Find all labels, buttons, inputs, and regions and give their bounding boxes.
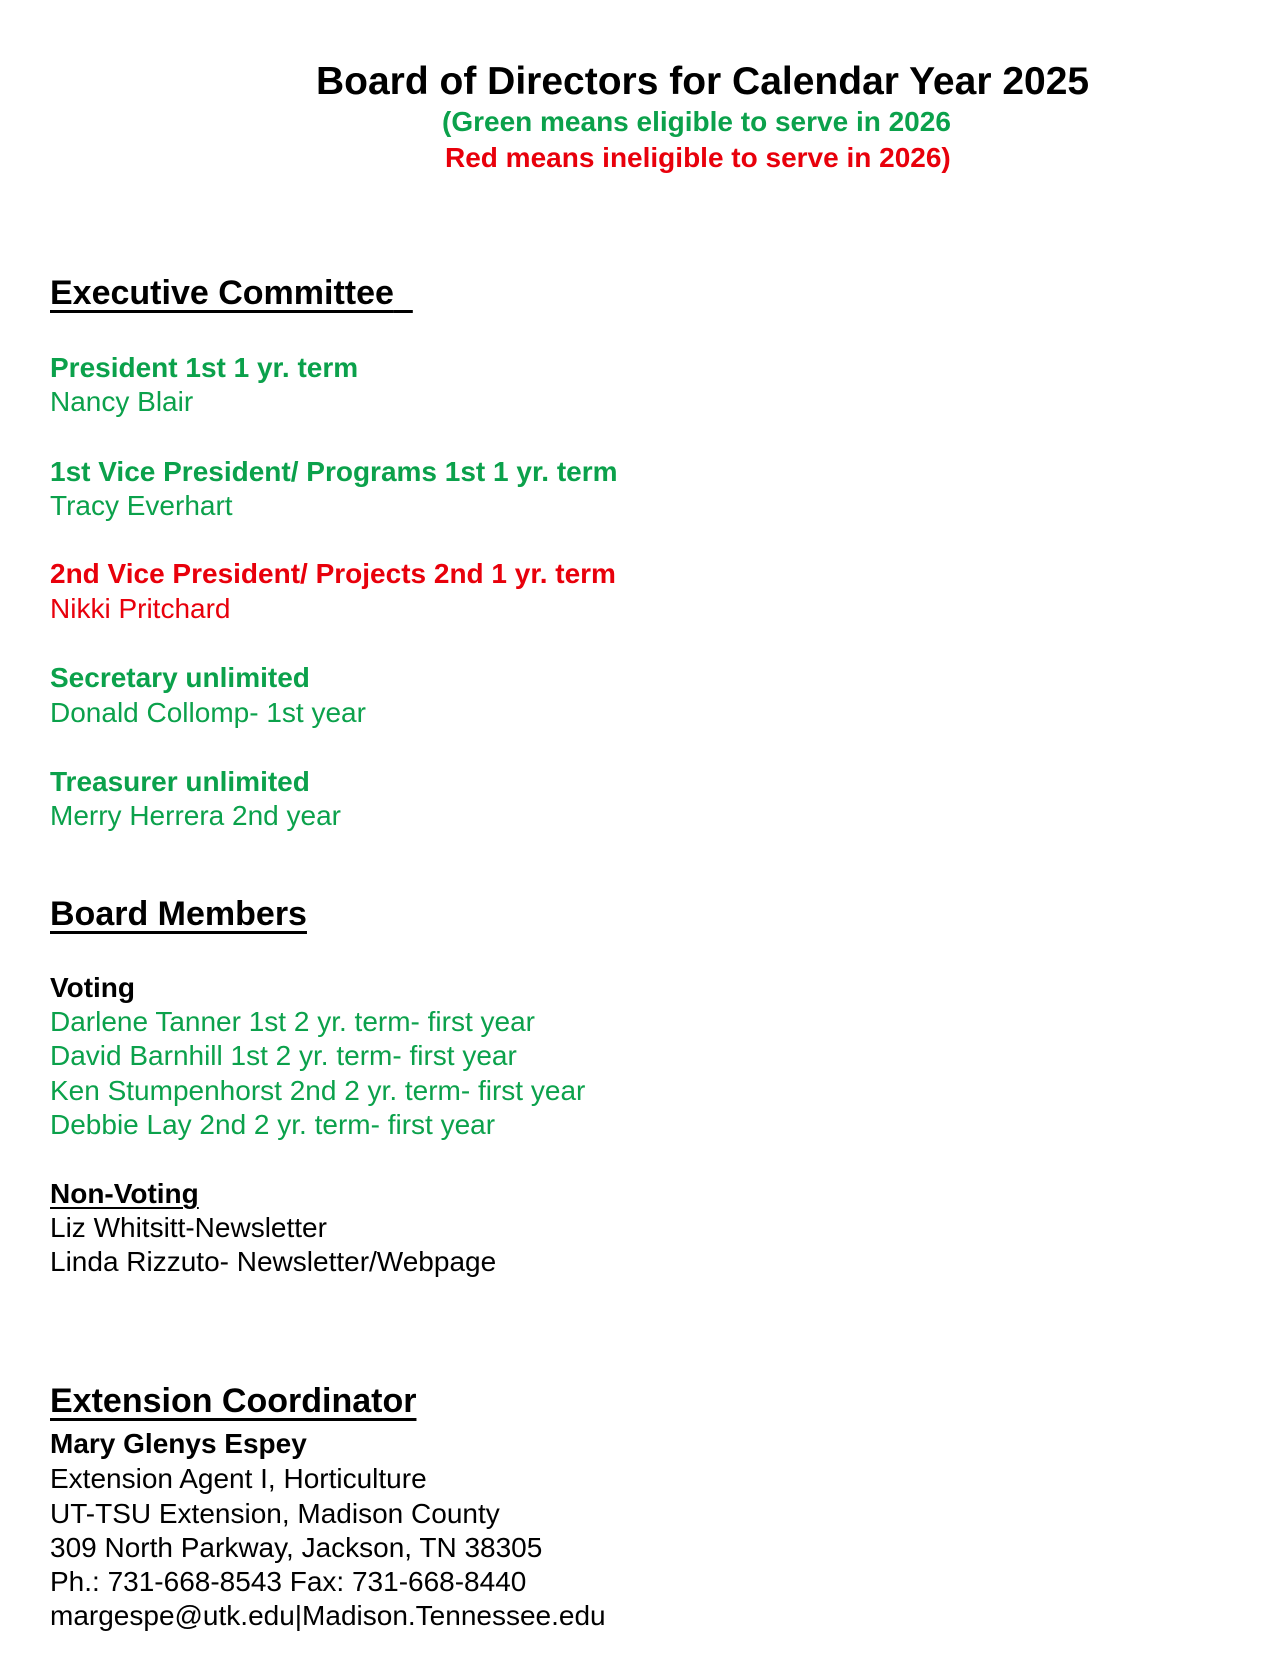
voting-member: Debbie Lay 2nd 2 yr. term- first year: [50, 1109, 496, 1140]
office-person-treasurer: Merry Herrera 2nd year: [50, 800, 341, 831]
voting-member: Darlene Tanner 1st 2 yr. term- first year: [50, 1006, 535, 1037]
page-title: Board of Directors for Calendar Year 2025: [316, 60, 1090, 103]
office-role-second-vice-president: 2nd Vice President/ Projects 2nd 1 yr. term: [50, 558, 616, 589]
coordinator-email-web: margespe@utk.edu|Madison.Tennessee.edu: [50, 1600, 606, 1631]
office-person-secretary: Donald Collomp- 1st year: [50, 697, 366, 728]
executive-committee-heading: Executive Committee: [50, 274, 394, 312]
office-role-first-vice-president: 1st Vice President/ Programs 1st 1 yr. term: [50, 456, 618, 487]
non-voting-member: Linda Rizzuto- Newsletter/Webpage: [50, 1246, 497, 1277]
voting-member: David Barnhill 1st 2 yr. term- first year: [50, 1040, 517, 1071]
office-role-president: President 1st 1 yr. term: [50, 352, 359, 383]
coordinator-address: 309 North Parkway, Jackson, TN 38305: [50, 1532, 543, 1563]
board-members-heading: Board Members: [50, 895, 307, 933]
legend-eligible: (Green means eligible to serve in 2026: [442, 106, 951, 137]
office-person-first-vice-president: Tracy Everhart: [50, 490, 233, 521]
extension-coordinator-heading: Extension Coordinator: [50, 1382, 417, 1420]
non-voting-label: Non-Voting: [50, 1178, 199, 1209]
non-voting-member: Liz Whitsitt-Newsletter: [50, 1212, 327, 1243]
coordinator-phone-fax: Ph.: 731-668-8543 Fax: 731-668-8440: [50, 1566, 527, 1597]
office-role-treasurer: Treasurer unlimited: [50, 766, 310, 797]
office-role-secretary: Secretary unlimited: [50, 662, 310, 693]
office-person-president: Nancy Blair: [50, 386, 194, 417]
office-person-second-vice-president: Nikki Pritchard: [50, 593, 231, 624]
coordinator-office: UT-TSU Extension, Madison County: [50, 1498, 500, 1529]
voting-label: Voting: [50, 972, 136, 1003]
legend-ineligible: Red means ineligible to serve in 2026): [445, 142, 951, 173]
coordinator-title: Extension Agent I, Horticulture: [50, 1463, 427, 1494]
voting-member: Ken Stumpenhorst 2nd 2 yr. term- first year: [50, 1075, 586, 1106]
coordinator-name: Mary Glenys Espey: [50, 1428, 307, 1459]
